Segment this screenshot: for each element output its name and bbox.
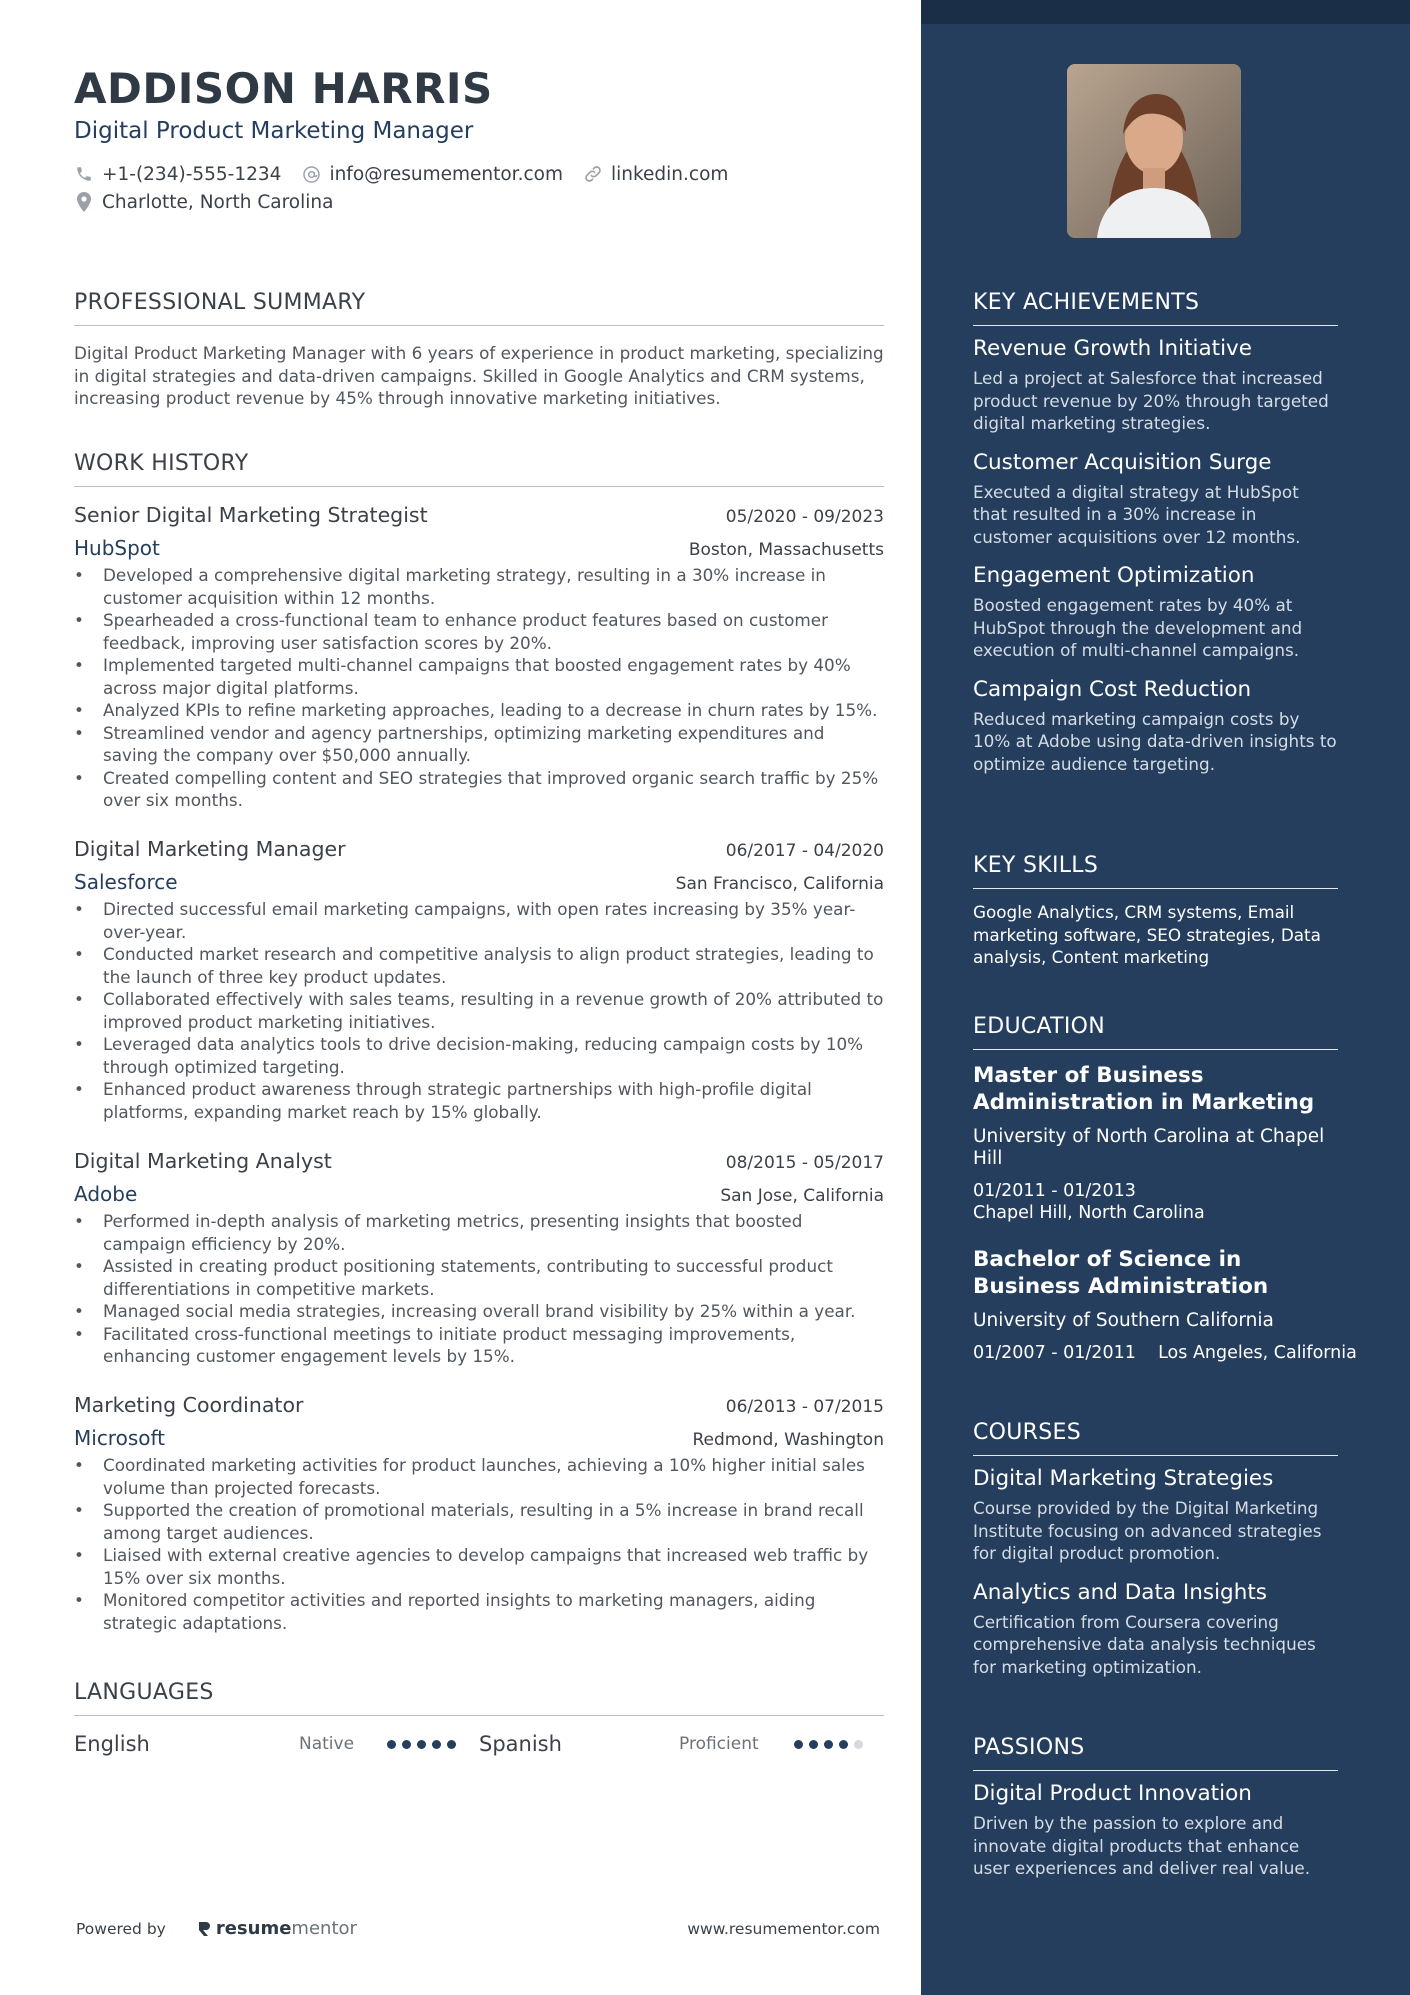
rating-dot-filled [839,1740,848,1749]
achievement-item [973,563,1338,662]
job-bullet: • Analyzed KPIs to refine marketing approaches, leading to a decrease in churn rates by 15%. [74,699,884,722]
job-title: Digital Marketing Manager [74,837,346,861]
achievement-text: Led a project at Salesforce that increased product revenue by 20% through targeted digital marketing strategies. [973,368,1329,433]
profile-photo [1067,64,1241,238]
job-title: Senior Digital Marketing Strategist [74,503,428,527]
language-level: Proficient [679,1734,759,1754]
location-pin-icon [74,192,94,212]
achievements-heading: KEY ACHIEVEMENTS [973,290,1338,326]
job-bullet: • Collaborated effectively with sales teams, resulting in a revenue growth of 20% attributed to improved product marketing initiatives. [74,988,884,1033]
job-dates: 05/2020 - 09/2023 [725,507,884,527]
footer-website[interactable]: www.resumementor.com [687,1919,880,1938]
job-bullets [74,1210,884,1368]
passion-item [973,1781,1338,1880]
job-location: San Jose, California [720,1186,884,1206]
language-rating [387,1740,456,1749]
sidebar-top-band [921,0,1410,24]
rating-dot-filled [447,1740,456,1749]
job-bullet: • Conducted market research and competitive analysis to align product strategies, leading to the launch of three key product updates. [74,943,884,988]
email-item[interactable] [301,164,563,185]
powered-by [76,1918,357,1939]
job-location: Redmond, Washington [692,1430,884,1450]
job-bullet: • Leveraged data analytics tools to drive decision-making, reducing campaign costs by 10% through optimized targeting. [74,1033,884,1078]
job-bullet: • Supported the creation of promotional materials, resulting in a 5% increase in brand recall among target audiences. [74,1499,884,1544]
job-company: Adobe [74,1182,138,1206]
job-dates: 06/2013 - 07/2015 [725,1397,884,1417]
education-location: Chapel Hill, North Carolina [973,1203,1205,1223]
job-entry [74,1393,884,1634]
contact-info [74,160,748,216]
job-bullet: • Monitored competitor activities and reported insights to marketing managers, aiding strategic adaptations. [74,1589,884,1634]
email-link[interactable]: info@resumementor.com [329,163,563,185]
course-text: Certification from Coursera covering comprehensive data analysis techniques for marketing optimization. [973,1611,1316,1677]
achievement-title: Customer Acquisition Surge [973,449,1272,475]
rating-dot-filled [402,1740,411,1749]
education-degree: Master of Business Administration in Marketing [973,1063,1315,1115]
skills-text: Google Analytics, CRM systems, Email marketing software, SEO strategies, Data analysis, Content marketing [973,902,1321,967]
job-bullet: • Coordinated marketing activities for product launches, achieving a 10% higher initial sales volume than projected forecasts. [74,1454,884,1499]
achievement-item [973,677,1338,776]
sidebar [921,0,1410,1995]
achievement-item [973,336,1338,435]
passions-heading: PASSIONS [973,1735,1338,1771]
candidate-title: Digital Product Marketing Manager [74,118,474,144]
language-item [479,1732,884,1756]
job-bullet: • Managed social media strategies, increasing overall brand visibility by 25% within a year. [74,1300,884,1323]
phone-icon [74,164,94,184]
achievement-text: Executed a digital strategy at HubSpot that resulted in a 30% increase in customer acquisitions over 12 months. [973,481,1301,547]
summary-text: Digital Product Marketing Manager with 6 years of experience in product marketing, specializing in digital strategies and data-driven campaigns. Skilled in Google Analytics and CRM systems, increasing product revenue by 45% through innovative marketing initiatives. [74,343,884,408]
job-company: HubSpot [74,536,160,560]
brand-bold: resume [215,1918,292,1939]
job-bullet: • Directed successful email marketing campaigns, with open rates increasing by 35% year-over-year. [74,898,884,943]
passion-text: Driven by the passion to explore and innovate digital products that enhance user experiences and deliver real value. [973,1813,1311,1878]
linkedin-item[interactable] [583,164,728,185]
job-bullet: • Enhanced product awareness through strategic partnerships with high-profile digital platforms, expanding market reach by 15% globally. [74,1078,884,1123]
job-bullet: • Performed in-depth analysis of marketing metrics, presenting insights that boosted campaign efficiency by 20%. [74,1210,884,1255]
job-title: Marketing Coordinator [74,1393,304,1417]
education-item [973,1062,1338,1224]
job-entry [74,503,884,812]
language-rating [794,1740,863,1749]
job-dates: 06/2017 - 04/2020 [725,841,884,861]
achievement-item [973,450,1338,549]
job-entry [74,1149,884,1368]
languages-heading: LANGUAGES [74,1680,884,1716]
education-section [973,1014,1357,1364]
course-text: Course provided by the Digital Marketing Institute focusing on advanced strategies for digital product promotion. [973,1498,1322,1563]
languages-list [74,1732,884,1756]
rating-dot-filled [417,1740,426,1749]
skills-heading: KEY SKILLS [973,853,1338,889]
brand-light: mentor [291,1918,357,1939]
location-text: Charlotte, North Carolina [102,191,334,213]
resumementor-logo-icon [196,1920,212,1938]
rating-dot-filled [824,1740,833,1749]
rating-dot-empty [854,1740,863,1749]
achievements-section [973,290,1338,775]
job-bullet: • Spearheaded a cross-functional team to enhance product features based on customer feedback, improving user satisfaction scores by 20%. [74,609,884,654]
education-heading: EDUCATION [973,1014,1338,1050]
passion-title: Digital Product Innovation [973,1781,1252,1806]
job-bullet: • Implemented targeted multi-channel campaigns that boosted engagement rates by 40% across major digital platforms. [74,654,884,699]
education-meta [973,1342,1357,1364]
achievement-title: Engagement Optimization [973,563,1255,588]
job-bullet: • Developed a comprehensive digital marketing strategy, resulting in a 30% increase in customer acquisition within 12 months. [74,564,884,609]
education-school: University of North Carolina at Chapel Hill [973,1126,1325,1169]
language-name: Spanish [479,1732,562,1756]
achievement-title: Revenue Growth Initiative [973,336,1252,361]
phone-item [74,164,281,185]
education-dates: 01/2007 - 01/2011 [973,1343,1136,1363]
job-company: Microsoft [74,1426,166,1450]
course-title: Digital Marketing Strategies [973,1466,1274,1491]
job-bullets [74,1454,884,1634]
language-item [74,1732,479,1756]
job-bullet: • Liaised with external creative agencies to develop campaigns that increased web traffic by 15% over six months. [74,1544,884,1589]
language-name: English [74,1732,150,1756]
course-item [973,1466,1338,1565]
rating-dot-filled [794,1740,803,1749]
job-bullet: • Assisted in creating product positioning statements, contributing to successful product differentiations in competitive markets. [74,1255,884,1300]
rating-dot-filled [387,1740,396,1749]
phone-text: +1-(234)-555-1234 [102,163,282,185]
job-location: San Francisco, California [675,874,884,894]
job-bullet: • Created compelling content and SEO strategies that improved organic search traffic by 25% over six months. [74,767,884,812]
education-dates: 01/2011 - 01/2013 [973,1181,1136,1201]
education-location: Los Angeles, California [1158,1343,1357,1363]
job-bullet: • Facilitated cross-functional meetings to initiate product messaging improvements, enhancing customer engagement levels by 15%. [74,1323,884,1368]
language-level: Native [299,1734,355,1754]
course-item [973,1580,1338,1679]
candidate-name: ADDISON HARRIS [74,64,493,113]
achievement-text: Reduced marketing campaign costs by 10% at Adobe using data-driven insights to optimize audience targeting. [973,708,1337,774]
education-school: University of Southern California [973,1310,1274,1331]
achievement-title: Campaign Cost Reduction [973,676,1252,702]
at-icon [301,164,321,184]
job-company: Salesforce [74,870,178,894]
education-degree: Bachelor of Science in Business Administration [973,1247,1269,1299]
job-bullets [74,898,884,1123]
job-title: Digital Marketing Analyst [74,1149,332,1173]
job-entry [74,837,884,1123]
course-title: Analytics and Data Insights [973,1579,1267,1605]
skills-section [973,853,1338,969]
rating-dot-filled [809,1740,818,1749]
job-location: Boston, Massachusetts [688,540,884,560]
job-dates: 08/2015 - 05/2017 [725,1153,884,1173]
location-item [74,192,333,213]
brand-logo[interactable] [196,1918,357,1939]
work-history-heading: WORK HISTORY [74,451,884,487]
footer [76,1918,880,1939]
courses-section [973,1420,1338,1678]
education-item [973,1246,1357,1364]
passions-section [973,1735,1338,1880]
summary-heading: PROFESSIONAL SUMMARY [74,290,884,326]
linkedin-link[interactable]: linkedin.com [610,163,729,185]
rating-dot-filled [432,1740,441,1749]
achievement-text: Boosted engagement rates by 40% at HubSpot through the development and execution of multi-channel campaigns. [973,595,1303,660]
link-icon [583,164,603,184]
job-bullets [74,564,884,812]
powered-by-label: Powered by [76,1919,166,1938]
courses-heading: COURSES [973,1420,1338,1456]
job-bullet: • Streamlined vendor and agency partnerships, optimizing marketing expenditures and saving the company over $50,000 annually. [74,722,884,767]
